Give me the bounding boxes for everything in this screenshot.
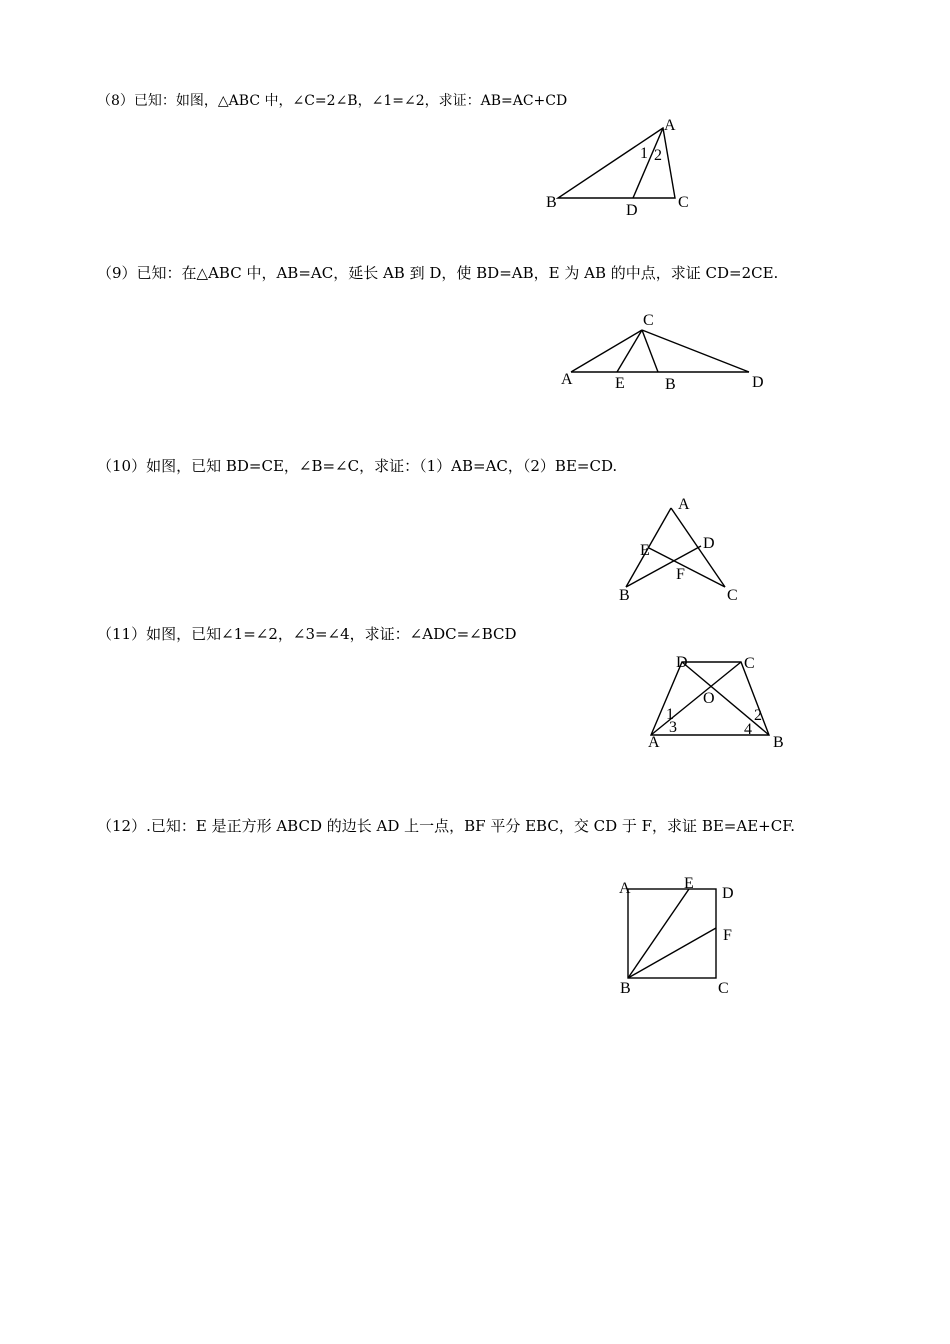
figure-8 bbox=[546, 117, 689, 219]
label-d: D bbox=[703, 535, 715, 552]
label-f: F bbox=[676, 566, 685, 583]
segment-ca bbox=[571, 330, 642, 372]
problem-11: （11）如图，已知∠1=∠2，∠3=∠4，求证：∠ADC=∠BCD bbox=[97, 625, 517, 643]
label-a: A bbox=[664, 117, 676, 134]
segment-be bbox=[628, 889, 689, 978]
label-a: A bbox=[561, 371, 573, 388]
segment-cb bbox=[642, 330, 658, 372]
label-e: E bbox=[615, 375, 625, 392]
angle-label-1: 1 bbox=[666, 706, 674, 723]
label-b: B bbox=[546, 194, 557, 211]
label-d: D bbox=[626, 202, 638, 219]
segment-cd bbox=[642, 330, 749, 372]
label-a: A bbox=[648, 734, 660, 751]
label-e: E bbox=[684, 875, 694, 892]
problem-12: （12）.已知：E 是正方形 ABCD 的边长 AD 上一点，BF 平分 EBC，交 CD 于 F，求证 BE=AE+CF. bbox=[97, 817, 796, 835]
figure-11 bbox=[648, 654, 784, 751]
angle-label-2: 2 bbox=[754, 707, 762, 724]
label-c: C bbox=[727, 587, 738, 604]
label-d: D bbox=[752, 374, 764, 391]
label-b: B bbox=[619, 587, 630, 604]
square-abcd bbox=[628, 889, 716, 978]
problem-8: （8）已知：如图，△ABC 中，∠C=2∠B，∠1=∠2，求证：AB=AC+CD bbox=[97, 93, 568, 109]
label-e: E bbox=[640, 542, 650, 559]
figure-9 bbox=[561, 312, 764, 393]
angle-label-4: 4 bbox=[744, 721, 752, 738]
angle-label-1: 1 bbox=[640, 145, 648, 162]
label-d: D bbox=[722, 885, 734, 902]
label-f: F bbox=[723, 927, 732, 944]
label-d: D bbox=[676, 654, 688, 671]
label-c: C bbox=[718, 980, 729, 997]
label-c: C bbox=[678, 194, 689, 211]
segment-bf bbox=[628, 928, 716, 978]
label-o: O bbox=[703, 690, 715, 707]
figure-10 bbox=[619, 496, 738, 604]
angle-label-3: 3 bbox=[669, 719, 677, 736]
label-a: A bbox=[619, 880, 631, 897]
label-b: B bbox=[773, 734, 784, 751]
problem-10: （10）如图，已知 BD=CE，∠B=∠C，求证：（1）AB=AC，（2）BE=CD. bbox=[97, 457, 618, 475]
segment-ce bbox=[617, 330, 642, 372]
label-c: C bbox=[643, 312, 654, 329]
label-c: C bbox=[744, 655, 755, 672]
label-b: B bbox=[665, 376, 676, 393]
problem-9: （9）已知：在△ABC 中，AB=AC，延长 AB 到 D，使 BD=AB，E 为 AB 的中点，求证 CD=2CE. bbox=[97, 264, 779, 282]
label-b: B bbox=[620, 980, 631, 997]
label-a: A bbox=[678, 496, 690, 513]
figure-12 bbox=[619, 875, 734, 997]
angle-label-2: 2 bbox=[654, 147, 662, 164]
